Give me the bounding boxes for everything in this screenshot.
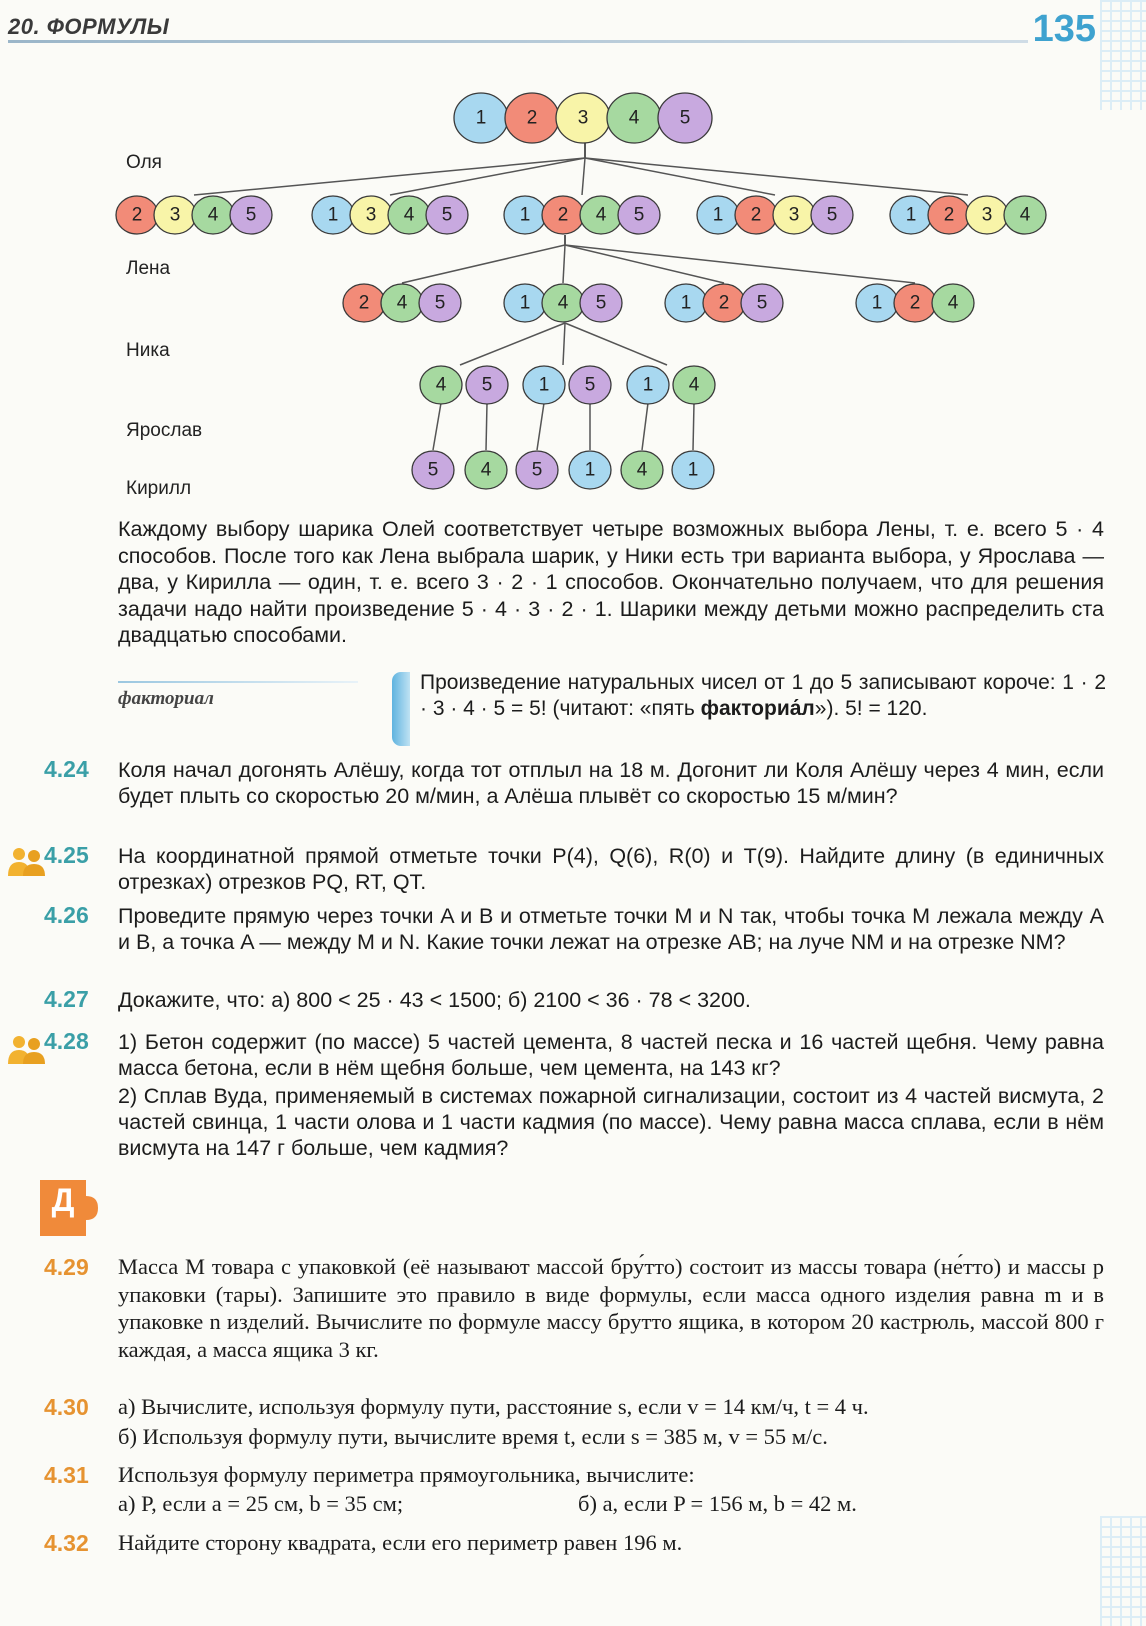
definition-text-after: »). 5! = 120. bbox=[814, 697, 928, 720]
section-title: 20. ФОРМУЛЫ bbox=[8, 14, 170, 39]
task-4-24: Коля начал догонять Алёшу, когда тот отплыл на 18 м. Догонит ли Коля Алёшу через 4 мин, если будет плыть со скоростью 20 м/мин, а Алёша плывёт со скоростью 15 м/мин? bbox=[118, 758, 1104, 808]
side-term-rule bbox=[118, 681, 358, 683]
tree-connector bbox=[563, 245, 565, 283]
ball-number: 3 bbox=[169, 204, 181, 226]
ball-number: 2 bbox=[909, 292, 921, 314]
task-4-31-b: б) a, если P = 156 м, b = 42 м. bbox=[578, 1491, 857, 1516]
lena-group-4-ball-3 bbox=[773, 196, 815, 234]
nika-group-2-ball-1 bbox=[504, 284, 546, 322]
task-number-4-27: 4.27 bbox=[44, 986, 89, 1012]
ball-number: 1 bbox=[905, 204, 917, 226]
yaroslav-group-2-ball-5 bbox=[569, 366, 611, 404]
ball-number: 1 bbox=[642, 374, 654, 396]
ball-number: 1 bbox=[687, 459, 699, 481]
nika-group-2-ball-5 bbox=[580, 284, 622, 322]
tree-connector bbox=[486, 403, 487, 450]
ball-number: 5 bbox=[434, 292, 446, 314]
nika-group-4-ball-1 bbox=[856, 284, 898, 322]
pair-work-icon bbox=[6, 846, 46, 876]
ball-number: 5 bbox=[826, 204, 838, 226]
ball-number: 4 bbox=[628, 107, 640, 129]
task-number-4-32: 4.32 bbox=[44, 1530, 89, 1556]
ball-number: 5 bbox=[441, 204, 453, 226]
yaroslav-group-2-ball-1 bbox=[523, 366, 565, 404]
lena-group-4-ball-2 bbox=[735, 196, 777, 234]
tree-connector bbox=[433, 403, 441, 450]
tree-connector bbox=[582, 158, 585, 195]
kirill-ball-2 bbox=[465, 451, 507, 489]
pair-work-icon bbox=[6, 1034, 46, 1064]
tree-connector bbox=[565, 245, 915, 283]
root-group-ball-4 bbox=[607, 93, 661, 143]
tree-label-nika: Ника bbox=[126, 340, 170, 361]
ball-number: 1 bbox=[584, 459, 596, 481]
lena-group-5-ball-2 bbox=[928, 196, 970, 234]
nika-group-1-ball-4 bbox=[381, 284, 423, 322]
lena-group-2-ball-5 bbox=[426, 196, 468, 234]
task-4-28-part2: 2) Сплав Вуда, применяемый в системах пожарной сигнализации, состоит из 4 частей висмута, 2 частей свинца, 1 части олова и 1 части кадмия (по массе). Чему равна масса сплава, если в нём висмута на 147 г больше, чем кадмия? bbox=[118, 1084, 1104, 1160]
tree-label-lena: Лена bbox=[126, 258, 171, 279]
lena-group-4-ball-1 bbox=[697, 196, 739, 234]
nika-group-1-ball-5 bbox=[419, 284, 461, 322]
tree-connector bbox=[585, 158, 775, 195]
task-4-32: Найдите сторону квадрата, если его периметр равен 196 м. bbox=[118, 1530, 683, 1555]
tree-connector bbox=[402, 245, 565, 283]
task-number-4-30: 4.30 bbox=[44, 1394, 89, 1420]
tree-connector bbox=[642, 403, 648, 450]
tree-connector bbox=[585, 158, 968, 195]
tree-connector bbox=[194, 158, 585, 195]
root-group-ball-2 bbox=[505, 93, 559, 143]
ball-number: 1 bbox=[712, 204, 724, 226]
page-number: 135 bbox=[1032, 8, 1096, 50]
ball-number: 3 bbox=[365, 204, 377, 226]
ball-number: 2 bbox=[131, 204, 143, 226]
ball-number: 1 bbox=[538, 374, 550, 396]
task-4-30-a: а) Вычислите, используя формулу пути, расстояние s, если v = 14 км/ч, t = 4 ч. bbox=[118, 1394, 869, 1419]
lena-group-1-ball-3 bbox=[154, 196, 196, 234]
ball-number: 5 bbox=[481, 374, 493, 396]
kirill-ball-3 bbox=[516, 451, 558, 489]
ball-number: 1 bbox=[680, 292, 692, 314]
ball-number: 2 bbox=[718, 292, 730, 314]
ball-number: 2 bbox=[358, 292, 370, 314]
tree-connector bbox=[693, 403, 694, 450]
ball-number: 1 bbox=[519, 292, 531, 314]
yaroslav-group-3-ball-4 bbox=[673, 366, 715, 404]
ball-number: 2 bbox=[557, 204, 569, 226]
ball-number: 5 bbox=[633, 204, 645, 226]
nika-group-4-ball-4 bbox=[932, 284, 974, 322]
kirill-ball-6 bbox=[672, 451, 714, 489]
task-number-4-31: 4.31 bbox=[44, 1462, 89, 1488]
nika-group-3-ball-2 bbox=[703, 284, 745, 322]
tree-connector bbox=[460, 323, 565, 365]
nika-group-4-ball-2 bbox=[894, 284, 936, 322]
root-group-ball-1 bbox=[454, 93, 508, 143]
ball-number: 1 bbox=[475, 107, 487, 129]
ball-number: 5 bbox=[427, 459, 439, 481]
task-4-27: Докажите, что: а) 800 < 25 · 43 < 1500; б) 2100 < 36 · 78 < 3200. bbox=[118, 988, 751, 1012]
task-number-4-29: 4.29 bbox=[44, 1254, 89, 1280]
nika-group-2-ball-4 bbox=[542, 284, 584, 322]
task-4-28-part1: 1) Бетон содержит (по массе) 5 частей цемента, 8 частей песка и 16 частей щебня. Чему равна масса бетона, если в нём щебня больше, чем цемента, на 143 кг? bbox=[118, 1030, 1104, 1080]
ball-number: 4 bbox=[480, 459, 492, 481]
definition-text bbox=[420, 670, 1106, 722]
explanation-paragraph: Каждому выбору шарика Олей соответствует четыре возможных выбора Лены, т. е. всего 5 · 4 способов. После того как Лена выбрала шарик, у Ники есть три варианта выбора, у Ярослава — два, у Кирилла — один, т. е. всего 3 · 2 · 1 способов. Окончательно получаем, что для решения задачи надо найти произведение 5 · 4 · 3 · 2 · 1. Шарики между детьми можно распределить ста двадцатью способами. bbox=[118, 517, 1104, 647]
lena-group-3-ball-4 bbox=[580, 196, 622, 234]
lena-group-1-ball-5 bbox=[230, 196, 272, 234]
tree-label-yaroslav: Ярослав bbox=[126, 420, 203, 441]
task-4-31-a: а) P, если a = 25 см, b = 35 см; bbox=[118, 1491, 404, 1516]
ball-number: 4 bbox=[688, 374, 700, 396]
lena-group-3-ball-1 bbox=[504, 196, 546, 234]
ball-number: 4 bbox=[636, 459, 648, 481]
ball-number: 3 bbox=[788, 204, 800, 226]
lena-group-2-ball-4 bbox=[388, 196, 430, 234]
ball-number: 5 bbox=[595, 292, 607, 314]
ball-number: 5 bbox=[245, 204, 257, 226]
task-4-31: Используя формулу периметра прямоугольника, вычислите: bbox=[118, 1462, 695, 1487]
definition-bar bbox=[392, 672, 410, 746]
ball-number: 4 bbox=[595, 204, 607, 226]
yaroslav-group-1-ball-4 bbox=[420, 366, 462, 404]
header-rule bbox=[8, 40, 1028, 43]
root-group-ball-5 bbox=[658, 93, 712, 143]
side-term-factorial: факториал bbox=[118, 688, 214, 709]
lena-group-1-ball-4 bbox=[192, 196, 234, 234]
lena-group-5-ball-1 bbox=[890, 196, 932, 234]
corner-grid-decoration-bottom bbox=[1100, 1516, 1146, 1626]
ball-number: 3 bbox=[981, 204, 993, 226]
root-group-ball-3 bbox=[556, 93, 610, 143]
tree-label-kirill: Кирилл bbox=[126, 478, 192, 499]
kirill-ball-4 bbox=[569, 451, 611, 489]
task-number-4-24: 4.24 bbox=[44, 756, 89, 782]
ball-number: 3 bbox=[577, 107, 589, 129]
task-4-26: Проведите прямую через точки A и B и отметьте точки M и N так, чтобы точка M лежала между A и B, а точка A — между M и N. Какие точки лежат на отрезке AB; на луче NM и на отрезке NM? bbox=[118, 904, 1104, 954]
ball-number: 4 bbox=[403, 204, 415, 226]
tree-connector bbox=[537, 403, 544, 450]
kirill-ball-5 bbox=[621, 451, 663, 489]
lena-group-2-ball-1 bbox=[312, 196, 354, 234]
ball-number: 1 bbox=[327, 204, 339, 226]
ball-number: 5 bbox=[531, 459, 543, 481]
nika-group-3-ball-5 bbox=[741, 284, 783, 322]
tree-connector bbox=[563, 323, 565, 365]
task-4-30-b: б) Используя формулу пути, вычислите время t, если s = 385 м, v = 55 м/с. bbox=[118, 1424, 828, 1449]
lena-group-4-ball-5 bbox=[811, 196, 853, 234]
ball-number: 4 bbox=[207, 204, 219, 226]
tree-connector bbox=[390, 158, 585, 195]
lena-group-3-ball-2 bbox=[542, 196, 584, 234]
task-number-4-28: 4.28 bbox=[44, 1028, 89, 1054]
task-4-25: На координатной прямой отметьте точки P(4), Q(6), R(0) и T(9). Найдите длину (в единичных отрезках) отрезков PQ, RT, QT. bbox=[118, 844, 1104, 894]
ball-number: 4 bbox=[557, 292, 569, 314]
task-4-29: Масса M товара с упаковкой (её называют массой бру́тто) состоит из массы товара (не́тто) и массы p упаковки (тары). Запишите это правило в виде формулы, если масса одного изделия равна m и в упаковке n изделий. Вычислите по формуле массу брутто ящика, в котором 20 кастрюль, массой 800 г каждая, а масса ящика 3 кг. bbox=[118, 1254, 1104, 1362]
ball-number: 4 bbox=[435, 374, 447, 396]
lena-group-5-ball-4 bbox=[1004, 196, 1046, 234]
ball-number: 5 bbox=[679, 107, 691, 129]
ball-number: 4 bbox=[947, 292, 959, 314]
ball-number: 1 bbox=[871, 292, 883, 314]
task-number-4-25: 4.25 bbox=[44, 842, 89, 868]
ball-number: 5 bbox=[584, 374, 596, 396]
lena-group-1-ball-2 bbox=[116, 196, 158, 234]
ball-distribution-tree bbox=[0, 80, 1146, 500]
yaroslav-group-3-ball-1 bbox=[627, 366, 669, 404]
tree-connector bbox=[565, 245, 724, 283]
lena-group-3-ball-5 bbox=[618, 196, 660, 234]
lena-group-5-ball-3 bbox=[966, 196, 1008, 234]
ball-number: 2 bbox=[526, 107, 538, 129]
task-number-4-26: 4.26 bbox=[44, 902, 89, 928]
nika-group-1-ball-2 bbox=[343, 284, 385, 322]
definition-bold-word: факториа́л bbox=[700, 697, 815, 720]
definition-text-before: Произведение натуральных чисел от 1 до 5 записывают короче: 1 · 2 · 3 · 4 · 5 = 5! (читают: «пять bbox=[420, 671, 1106, 720]
kirill-ball-1 bbox=[412, 451, 454, 489]
ball-number: 4 bbox=[396, 292, 408, 314]
nika-group-3-ball-1 bbox=[665, 284, 707, 322]
ball-number: 4 bbox=[1019, 204, 1031, 226]
ball-number: 2 bbox=[943, 204, 955, 226]
d-section-letter: Д bbox=[51, 1182, 75, 1218]
ball-number: 2 bbox=[750, 204, 762, 226]
ball-number: 1 bbox=[519, 204, 531, 226]
ball-number: 5 bbox=[756, 292, 768, 314]
yaroslav-group-1-ball-5 bbox=[466, 366, 508, 404]
tree-connector bbox=[565, 323, 667, 365]
tree-label-olya: Оля bbox=[126, 152, 162, 173]
lena-group-2-ball-3 bbox=[350, 196, 392, 234]
